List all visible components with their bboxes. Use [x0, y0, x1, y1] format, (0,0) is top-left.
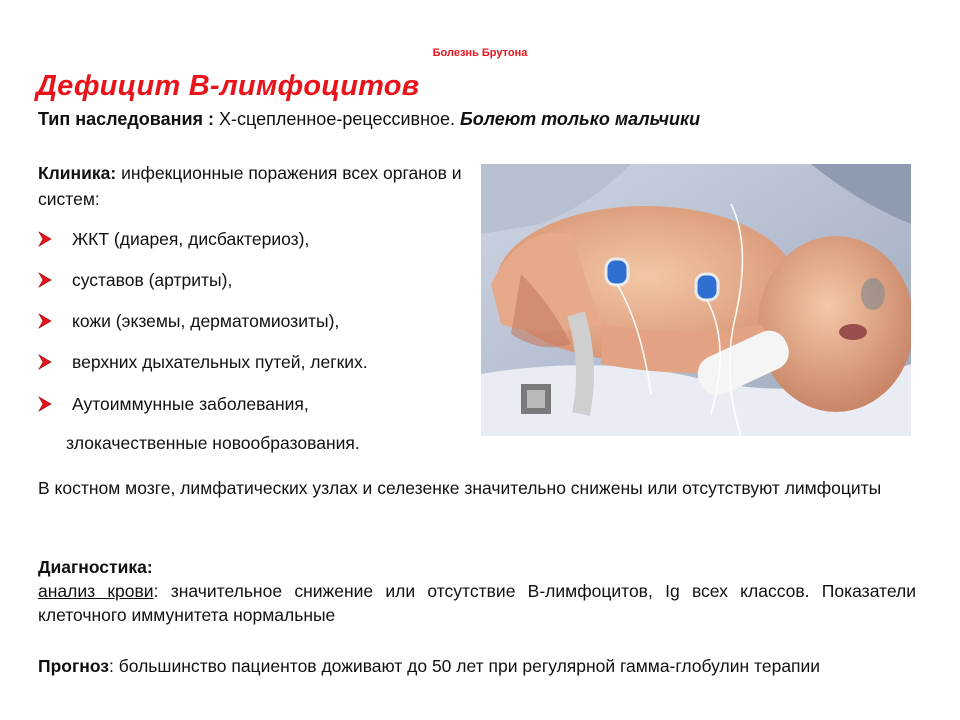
- list-item-text: суставов (артриты),: [72, 269, 233, 290]
- blood-test-link: анализ крови: [38, 581, 154, 601]
- infant-photo: [481, 164, 911, 436]
- clinic-label: Клиника:: [38, 163, 117, 183]
- list-item-text: ЖКТ (диарея, дисбактериоз),: [72, 228, 310, 249]
- infant-photo-illustration: [481, 164, 911, 436]
- arrow-bullet-icon: [38, 396, 52, 412]
- diagnostics-text: : значительное снижение или отсутствие В-лимфоцитов, Ig всех классов. Показатели клеточного иммунитета нормальные: [38, 581, 916, 625]
- inheritance-line: [38, 109, 700, 130]
- list-item-text: кожи (экземы, дерматомиозиты),: [72, 310, 340, 331]
- slide-topic: Болезнь Брутона: [432, 47, 528, 59]
- arrow-bullet-icon: [38, 272, 52, 288]
- list-item-text: верхних дыхательных путей, легких.: [72, 351, 368, 372]
- prognosis-text: : большинство пациентов доживают до 50 лет при регулярной гамма-глобулин терапии: [108, 656, 821, 676]
- arrow-bullet-icon: [38, 313, 52, 329]
- list-item: [38, 309, 339, 333]
- arrow-bullet-icon: [38, 231, 52, 247]
- inheritance-value: Х-сцепленное-рецессивное.: [214, 109, 461, 129]
- prognosis-paragraph: [38, 654, 916, 678]
- inheritance-emphasis: Болеют только мальчики: [460, 109, 701, 129]
- clinic-intro: [38, 160, 468, 212]
- list-item: [38, 268, 232, 292]
- diagnostics-label: Диагностика:: [38, 557, 153, 577]
- list-item: [38, 392, 309, 416]
- list-item-continuation: злокачественные новообразования.: [66, 433, 360, 453]
- clinic-text: инфекционные поражения всех органов и систем:: [38, 163, 462, 209]
- diagnostics-paragraph: [38, 555, 916, 627]
- arrow-bullet-icon: [38, 354, 52, 370]
- inheritance-label: Тип наследования :: [38, 109, 215, 129]
- marrow-paragraph: В костном мозге, лимфатических узлах и селезенке значительно снижены или отсутствуют лимфоциты: [38, 478, 882, 498]
- slide-title: Дефицит В-лимфоцитов: [36, 70, 420, 102]
- list-item-text: Аутоиммунные заболевания,: [72, 393, 309, 414]
- list-item: [38, 350, 368, 374]
- prognosis-label: Прогноз: [38, 656, 109, 676]
- list-item: [38, 227, 309, 251]
